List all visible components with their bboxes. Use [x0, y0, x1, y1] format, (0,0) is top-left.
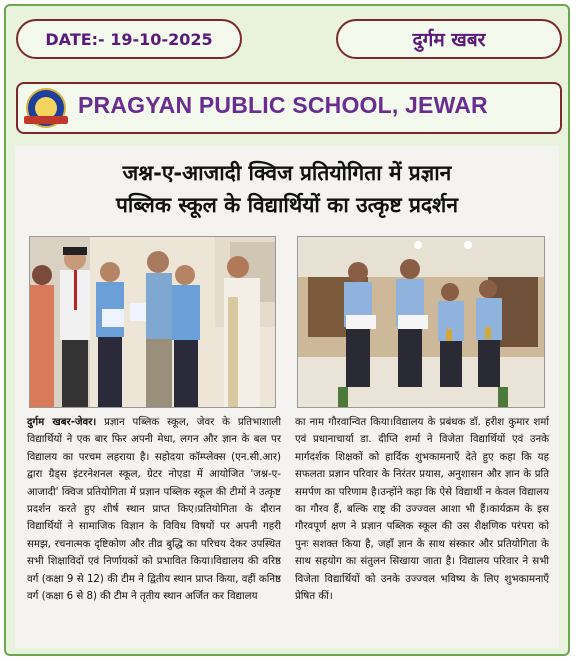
brand-badge	[336, 19, 562, 59]
award-ceremony-illustration	[30, 237, 275, 407]
brand-label: दुर्गम खबर	[412, 29, 486, 51]
date-badge	[16, 19, 242, 59]
article-dateline: दुर्गम खबर-जेवर।	[27, 417, 97, 428]
winners-group-photo	[297, 236, 545, 408]
school-name: PRAGYAN PUBLIC SCHOOL, JEWAR	[78, 92, 488, 118]
school-banner	[16, 82, 562, 134]
school-logo-icon	[26, 88, 66, 128]
headline-line-1: जश्न-ए-आजादी क्विज प्रतियोगिता में प्रज्ञान	[122, 161, 452, 185]
winners-group-illustration	[298, 237, 544, 407]
article-column-2	[295, 414, 549, 605]
article-column-1	[27, 414, 281, 605]
date-label: DATE:- 19-10-2025	[45, 29, 213, 49]
headline-line-2: पब्लिक स्कूल के विद्यार्थियों का उत्कृष्ट प्रदर्शन	[116, 193, 458, 217]
award-ceremony-photo	[29, 236, 276, 408]
newspaper-clipping	[15, 146, 559, 648]
article-column-2-text: का नाम गौरवान्वित किया।विद्यालय के प्रबंधक डॉ. हरीश कुमार शर्मा एवं प्रधानाचार्या डा. दीप्ति शर्मा ने विजेता विद्यार्थियों एवं उनके मार्गदर्शक शिक्षकों को हार्दिक शुभकामनाएँ देते हुए कहा कि यह सफलता प्रज्ञान परिवार के निरंतर प्रयास, अनुशासन और ज्ञान के प्रति समर्पण का परिणाम है।उन्होंने कहा कि ऐसे विद्यार्थी न केवल विद्यालय का गौरव हैं, बल्कि राष्ट्र की उज्ज्वल आशा भी हैं।कार्यक्रम के इस गौरवपूर्ण क्षण ने प्रज्ञान पब्लिक स्कूल की उस शैक्षणिक परंपरा को पुनः सशक्त किया है, जहाँ ज्ञान के साथ संस्कार और प्रतियोगिता के साथ सहयोग का संतुलन सिखाया जाता है। विद्यालय परिवार ने सभी विजेता विद्यार्थियों को उनके उज्ज्वल भविष्य के लिए शुभकामनाएँ प्रेषित कीं।	[295, 417, 549, 603]
article-column-1-text: प्रज्ञान पब्लिक स्कूल, जेवर के प्रतिभाशाली विद्यार्थियों ने एक बार फिर अपनी मेधा, लगन और ज्ञान के बल पर विद्यालय का परचम लहराया है। सहोदया कॉम्प्लेक्स (एन.सी.आर) द्वारा ग्रैड्स इंटरनेशनल स्कूल, ग्रेटर नोएडा में आयोजित 'जश्न-ए-आजादी' क्विज प्रतियोगिता में प्रज्ञान पब्लिक स्कूल की टीमों ने उत्कृष्ट प्रदर्शन करते हुए शीर्ष स्थान प्राप्त किए।प्रतियोगिता के दौरान विद्यार्थियों ने सामाजिक विज्ञान के विविध विषयों पर अपनी गहरी समझ, रचनात्मक दृष्टिकोण और तीव्र बुद्धि का परिचय देकर उपस्थित सभी शिक्षाविदों एवं निर्णायकों को प्रभावित किया।विद्यालय की वरिष्ठ वर्ग (कक्षा 9 से 12) की टीम ने द्वितीय स्थान प्राप्त किया, वहीं कनिष्ठ वर्ग (कक्षा 6 से 8) की टीम ने तृतीय स्थान अर्जित कर विद्यालय	[27, 417, 281, 603]
